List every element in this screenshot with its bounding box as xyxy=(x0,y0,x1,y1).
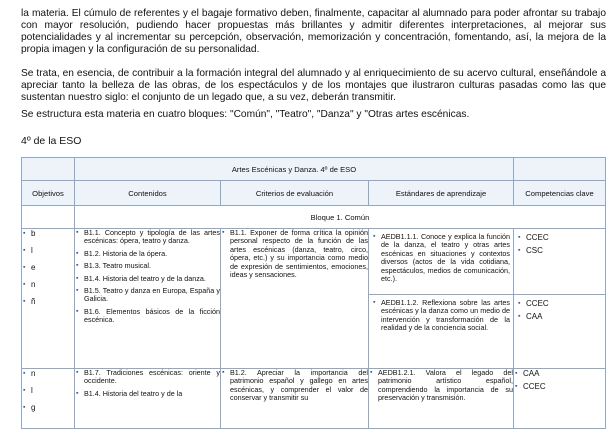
bullet-icon: ▪ xyxy=(222,369,225,376)
objetivos-list xyxy=(22,229,74,306)
bullet-icon: ▪ xyxy=(76,274,79,282)
contenido: B1.6. Elementos básicos de la ficción escénica. xyxy=(84,306,220,325)
list-item xyxy=(22,280,74,289)
header-criterios: Criterios de evaluación xyxy=(255,188,334,198)
table-title-spacer-cell xyxy=(514,158,606,181)
criterio: B1.2. Apreciar la importancia del patrimonio español y gallego en artes escénicas, y comprender el valor de conservar y transmitir su xyxy=(230,368,368,403)
objetivo: l xyxy=(31,386,33,395)
list-item xyxy=(75,308,220,325)
header-cell-objetivos xyxy=(22,181,75,206)
table-title-cell xyxy=(75,158,514,181)
competencia: CAA xyxy=(526,312,543,321)
bullet-icon: ▪ xyxy=(518,234,521,241)
criterios-list xyxy=(221,229,368,279)
competencia-subcell xyxy=(514,229,605,295)
list-item xyxy=(22,386,74,395)
list-item xyxy=(22,229,74,238)
bullet-icon: ▪ xyxy=(515,370,518,377)
competencia: CCEC xyxy=(526,299,549,308)
header-cell-criterios xyxy=(221,181,369,206)
header-contenidos: Contenidos xyxy=(128,188,167,198)
table-header-row xyxy=(22,181,606,206)
table-title-row xyxy=(22,158,606,181)
bullet-icon: ▪ xyxy=(76,249,79,257)
estandares-cell xyxy=(369,229,514,369)
contenidos-list xyxy=(75,369,220,398)
bullet-icon: ▪ xyxy=(373,299,376,306)
competencias-cell xyxy=(514,229,606,369)
bullet-icon: ▪ xyxy=(518,247,521,254)
criterios-cell xyxy=(221,229,369,369)
objetivo: g xyxy=(31,403,36,412)
list-item xyxy=(75,250,220,258)
header-objetivos: Objetivos xyxy=(32,188,64,198)
contenidos-cell xyxy=(75,369,221,429)
bullet-icon: ▪ xyxy=(23,247,26,254)
criterios-list xyxy=(221,369,368,403)
list-item xyxy=(221,369,368,403)
objetivos-cell xyxy=(22,369,75,429)
header-cell-estandares xyxy=(369,181,514,206)
body-paragraph-3: Se estructura esta materia en cuatro bloques: "Común", "Teatro", "Danza" y "Otras artes escénicas. xyxy=(21,109,470,120)
section-heading: 4º de la ESO xyxy=(21,135,82,147)
list-item xyxy=(22,246,74,255)
competencias-list xyxy=(517,299,602,321)
objetivos-cell xyxy=(22,229,75,369)
list-item xyxy=(514,369,605,378)
block-spacer-cell xyxy=(22,206,75,229)
estandar-subcell xyxy=(369,229,513,295)
contenido: B1.4. Historia del teatro y de la xyxy=(84,388,183,398)
list-item xyxy=(22,403,74,412)
estandar-list xyxy=(372,299,510,333)
bullet-icon: ▪ xyxy=(76,287,79,295)
list-item xyxy=(22,297,74,306)
body-paragraph-2: Se trata, en esencia, de contribuir a la formación integral del alumnado y al enriquecimiento de su acervo cultural, enseñándole a apreciar tanto la belleza de las obras, de los espectáculos y de los montajes que ilustraron culturas pasadas como las que sustentan nuestro siglo: el conjunto de un legado que, a su vez, deberán transmitir. xyxy=(21,68,606,103)
estandar-list xyxy=(369,369,513,403)
list-item xyxy=(517,299,602,308)
contenido: B1.2. Historia de la ópera. xyxy=(84,248,168,258)
contenido: B1.5. Teatro y danza en Europa, España y Galicia. xyxy=(84,286,220,304)
estandares-cell xyxy=(369,369,514,429)
contenido: B1.1. Concepto y tipología de las artes escénicas: ópera, teatro y danza. xyxy=(84,228,220,246)
competencia: CSC xyxy=(526,246,543,255)
estandar: AEDB1.1.1. Conoce y explica la función de la danza, el teatro y otras artes escénicas en situaciones y contextos diversos (actos de la vida cotidiana, espectáculos, medios de comunicación, etc.). xyxy=(381,232,510,284)
table-row xyxy=(22,369,606,429)
block-row xyxy=(22,206,606,229)
contenidos-cell xyxy=(75,229,221,369)
competencias-cell xyxy=(514,369,606,429)
objetivos-list xyxy=(22,369,74,412)
table-title-spacer-cell xyxy=(22,158,75,181)
body-paragraph-1: la materia. El cúmulo de referentes y el bagaje formativo deben, finalmente, capacitar al alumnado para poder afrontar su trabajo con mayor resolución, pudiendo hacer propuestas más brillantes y admitir diferentes interpretaciones, al mejorar sus potencialidades y al incrementar su percepción, observación, memorización y concentración, fomentando, así, la mejora de la propia imagen y la configuración de su personalidad. xyxy=(21,8,606,55)
competencia-subcell xyxy=(514,295,605,321)
list-item xyxy=(75,287,220,304)
list-item xyxy=(372,233,510,283)
bullet-icon: ▪ xyxy=(222,229,225,236)
header-cell-contenidos xyxy=(75,181,221,206)
competencia: CCEC xyxy=(523,382,546,391)
list-item xyxy=(372,299,510,333)
objetivo: ñ xyxy=(31,297,36,306)
header-competencias: Competencias clave xyxy=(525,188,594,198)
header-cell-competencias xyxy=(514,181,606,206)
contenido: B1.7. Tradiciones escénicas: oriente y occidente. xyxy=(84,368,220,386)
objetivo: n xyxy=(31,280,36,289)
contenido: B1.4. Historia del teatro y de la danza. xyxy=(84,273,206,283)
bullet-icon: ▪ xyxy=(23,264,26,271)
competencias-list xyxy=(514,369,605,391)
bullet-icon: ▪ xyxy=(76,307,79,315)
objetivo: e xyxy=(31,263,36,272)
bullet-icon: ▪ xyxy=(76,369,79,376)
bullet-icon: ▪ xyxy=(23,298,26,305)
bullet-icon: ▪ xyxy=(373,233,376,240)
bullet-icon: ▪ xyxy=(76,229,79,236)
bullet-icon: ▪ xyxy=(370,369,373,376)
estandar: AEDB1.2.1. Valora el legado del patrimonio artístico español, comprendiendo la importancia de su preservación y transmisión. xyxy=(378,368,513,403)
competencia: CAA xyxy=(523,369,540,378)
list-item xyxy=(75,262,220,270)
list-item xyxy=(75,390,220,398)
bullet-icon: ▪ xyxy=(23,230,26,237)
curriculum-table xyxy=(21,157,606,429)
contenido: B1.3. Teatro musical. xyxy=(84,261,151,271)
list-item xyxy=(369,369,513,403)
estandar: AEDB1.1.2. Reflexiona sobre las artes escénicas y la danza como un medio de intervención y transformación de la realidad y de la conciencia social. xyxy=(381,298,510,333)
block-title: Bloque 1. Común xyxy=(310,212,370,222)
list-item xyxy=(514,382,605,391)
header-estandares: Estándares de aprendizaje xyxy=(395,188,487,198)
objetivo: n xyxy=(31,369,36,378)
objetivo: l xyxy=(31,246,33,255)
list-item xyxy=(517,233,602,242)
list-item xyxy=(75,229,220,246)
bullet-icon: ▪ xyxy=(518,300,521,307)
contenidos-list xyxy=(75,229,220,325)
estandar-list xyxy=(372,233,510,283)
list-item xyxy=(517,312,602,321)
list-item xyxy=(75,369,220,386)
criterio: B1.1. Exponer de forma crítica la opinión personal respecto de la función de las artes escénicas (danza, teatro, circo, ópera, etc.) y su importancia como medio de expresión de sentimientos, emociones, ideas y sensaciones. xyxy=(230,228,368,280)
bullet-icon: ▪ xyxy=(23,370,26,377)
bullet-icon: ▪ xyxy=(23,387,26,394)
criterios-cell xyxy=(221,369,369,429)
bullet-icon: ▪ xyxy=(76,389,79,397)
bullet-icon: ▪ xyxy=(518,313,521,320)
objetivo: b xyxy=(31,229,36,238)
bullet-icon: ▪ xyxy=(515,383,518,390)
table-row xyxy=(22,229,606,369)
competencias-list xyxy=(517,233,602,255)
bullet-icon: ▪ xyxy=(23,281,26,288)
table-title: Artes Escénicas y Danza. 4º de ESO xyxy=(231,164,357,174)
list-item xyxy=(22,369,74,378)
competencia: CCEC xyxy=(526,233,549,242)
block-title-cell xyxy=(75,206,606,229)
bullet-icon: ▪ xyxy=(76,262,79,270)
list-item xyxy=(517,246,602,255)
bullet-icon: ▪ xyxy=(23,404,26,411)
list-item xyxy=(221,229,368,279)
list-item xyxy=(75,275,220,283)
list-item xyxy=(22,263,74,272)
estandar-subcell xyxy=(369,295,513,333)
